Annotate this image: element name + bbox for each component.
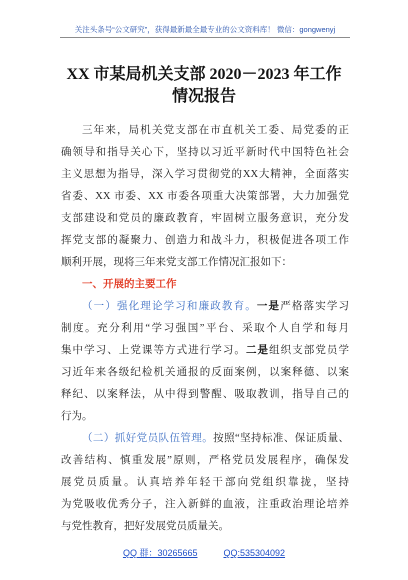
point-lead: 一是 — [256, 301, 281, 312]
document-body — [61, 120, 349, 538]
text-line: 三年来，局机关党支部在市直机关工委、局党委的正 — [82, 125, 349, 136]
text-line: 为党吸收优秀分子，注入新鲜的血液，注重政治理论培养 — [61, 499, 349, 510]
text-segment: 组织支部党员学 — [269, 345, 349, 356]
text-line — [61, 340, 349, 362]
subsection-title: （二）抓好党员队伍管理。 — [82, 433, 214, 444]
text-line: 主义思想为指导，深入学习贯彻党的XX大精神，全面落实 — [61, 169, 349, 180]
text-line: 与党性教育，把好发展党员质量关。 — [61, 521, 229, 532]
text-line: 制度。充分利用“学习强国”平台、采取个人自学和每月 — [61, 323, 349, 334]
text-line: 释纪、以案释法，从中得到警醒、吸取教训，指导自己的 — [61, 389, 349, 400]
text-line: 支部建设和党员的廉政教育，牢固树立服务意识，充分发 — [61, 213, 349, 224]
footer-qq-group: QQ 群：30265665 — [122, 548, 198, 558]
subsection-title: （一）强化理论学习和廉政教育。 — [82, 301, 257, 312]
text-line: 顺利开展，现将三年来党支部工作情况汇报如下： — [61, 257, 292, 268]
text-line: 行为。 — [61, 411, 93, 422]
subsection-1-paragraph — [61, 296, 349, 428]
text-segment: 集中学习、上党课等方式进行学习。 — [61, 345, 246, 356]
footer-qq: QQ:535304092 — [223, 548, 286, 558]
point-lead: 二是 — [246, 345, 270, 356]
text-line: 省委、XX 市委、XX 市委各项重大决策部署，大力加强党 — [61, 191, 349, 202]
text-line: 确领导和指导关心下，坚持以习近平新时代中国特色社会 — [61, 147, 349, 158]
text-segment: 按照“坚持标准、保证质量、 — [213, 433, 349, 444]
title-line-2: 情况报告 — [171, 88, 236, 105]
document-title — [0, 64, 408, 108]
text-line: 展党员质量。认真培养年轻干部向党组织靠拢，坚持 — [61, 477, 349, 488]
section-heading: 一、开展的主要工作 — [82, 279, 177, 290]
footer-contact — [0, 545, 408, 561]
text-line: 挥党支部的凝聚力、创造力和战斗力，积极促进各项工作 — [61, 235, 349, 246]
title-line-1: XX 市某局机关支部 2020－2023 年工作 — [66, 66, 342, 83]
header-banner — [60, 22, 350, 38]
text-line — [61, 296, 349, 318]
text-line — [61, 428, 349, 450]
text-line: 改善结构、慎重发展”原则，严格党员发展程序，确保发 — [61, 455, 349, 466]
subsection-2-paragraph — [61, 428, 349, 538]
text-segment: 严格落实学习 — [280, 301, 350, 312]
header-banner-text: 关注头条号“公文研究”，获得最新最全最专业的公文资料库！ 微信：gongwenyj — [74, 25, 336, 34]
intro-paragraph — [61, 120, 349, 274]
text-line: 习近年来各级纪检机关通报的反面案例，以案释德、以案 — [61, 367, 349, 378]
